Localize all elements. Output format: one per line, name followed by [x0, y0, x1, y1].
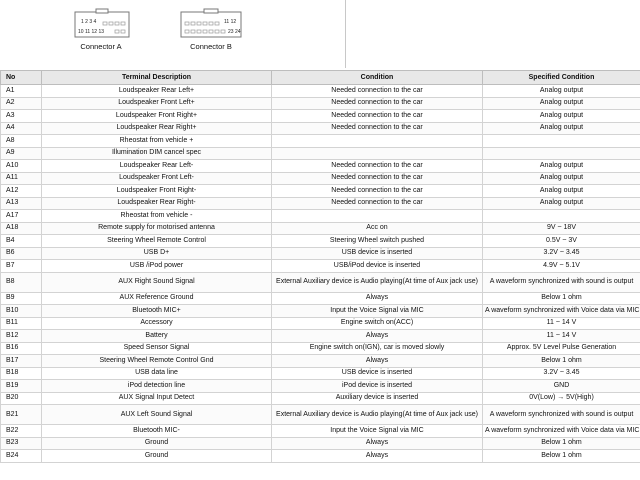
table-row — [1, 392, 640, 405]
cell-no: B12 — [1, 330, 42, 343]
cell-terminal-description: Loudspeaker Rear Left+ — [42, 85, 272, 98]
table-row — [1, 260, 640, 273]
table-header-row — [1, 71, 640, 85]
cell-no: B21 — [1, 405, 42, 425]
table-row — [1, 330, 640, 343]
table-row — [1, 122, 640, 135]
column-header-no: No — [1, 71, 42, 85]
cell-terminal-description: Speed Sensor Signal — [42, 342, 272, 355]
table-row — [1, 197, 640, 210]
cell-no: B4 — [1, 235, 42, 248]
cell-specified-condition — [483, 135, 640, 148]
cell-condition: Needed connection to the car — [272, 85, 483, 98]
cell-condition: Engine switch on(IGN), car is moved slowly — [272, 342, 483, 355]
cell-terminal-description: Battery — [42, 330, 272, 343]
connector-a-pins-top: 1 2 3 4 — [81, 19, 97, 25]
cell-condition: Needed connection to the car — [272, 110, 483, 123]
cell-specified-condition: Analog output — [483, 122, 640, 135]
cell-condition: USB device is inserted — [272, 367, 483, 380]
column-header-terminal-description: Terminal Description — [42, 71, 272, 85]
cell-specified-condition: A waveform synchronized with Voice data via MIC — [483, 425, 640, 438]
cell-no: B9 — [1, 292, 42, 305]
cell-no: A11 — [1, 172, 42, 185]
cell-condition: Needed connection to the car — [272, 97, 483, 110]
cell-condition: Always — [272, 292, 483, 305]
cell-terminal-description: AUX Signal Input Detect — [42, 392, 272, 405]
cell-no: A3 — [1, 110, 42, 123]
cell-specified-condition: Below 1 ohm — [483, 292, 640, 305]
table-row — [1, 342, 640, 355]
cell-terminal-description: Rheostat from vehicle - — [42, 210, 272, 223]
cell-terminal-description: AUX Left Sound Signal — [42, 405, 272, 425]
cell-no: A12 — [1, 185, 42, 198]
cell-condition: Always — [272, 355, 483, 368]
connector-a — [74, 8, 130, 51]
cell-terminal-description: Steering Wheel Remote Control Gnd — [42, 355, 272, 368]
table-row — [1, 367, 640, 380]
table-row — [1, 85, 640, 98]
cell-specified-condition: Analog output — [483, 185, 640, 198]
cell-no: B7 — [1, 260, 42, 273]
cell-condition: USB device is inserted — [272, 247, 483, 260]
cell-no: A18 — [1, 222, 42, 235]
cell-terminal-description: Bluetooth MIC- — [42, 425, 272, 438]
cell-condition: Steering Wheel switch pushed — [272, 235, 483, 248]
cell-terminal-description: AUX Reference Ground — [42, 292, 272, 305]
table-row — [1, 450, 640, 463]
cell-no: B16 — [1, 342, 42, 355]
connector-a-label: Connector A — [80, 42, 122, 51]
cell-no: B20 — [1, 392, 42, 405]
table-row — [1, 405, 640, 425]
cell-terminal-description: Rheostat from vehicle + — [42, 135, 272, 148]
cell-condition: Needed connection to the car — [272, 122, 483, 135]
cell-no: A4 — [1, 122, 42, 135]
cell-terminal-description: Loudspeaker Front Left- — [42, 172, 272, 185]
cell-specified-condition: Analog output — [483, 85, 640, 98]
connector-b-label: Connector B — [190, 42, 232, 51]
cell-specified-condition: Approx. 5V Level Pulse Generation — [483, 342, 640, 355]
cell-terminal-description: Steering Wheel Remote Control — [42, 235, 272, 248]
cell-specified-condition: Analog output — [483, 197, 640, 210]
cell-no: B24 — [1, 450, 42, 463]
connector-a-pins-bottom: 10 11 12 13 — [78, 29, 105, 35]
table-row — [1, 272, 640, 292]
connector-b-pins-bottom: 23 24 — [228, 29, 241, 35]
table-row — [1, 380, 640, 393]
cell-no: B6 — [1, 247, 42, 260]
connector-diagram-area — [0, 0, 346, 68]
cell-condition: Always — [272, 450, 483, 463]
cell-no: A9 — [1, 147, 42, 160]
cell-no: A13 — [1, 197, 42, 210]
cell-no: A1 — [1, 85, 42, 98]
cell-specified-condition: Below 1 ohm — [483, 450, 640, 463]
connector-a-drawing — [74, 8, 130, 38]
cell-terminal-description: USB D+ — [42, 247, 272, 260]
table-row — [1, 210, 640, 223]
cell-specified-condition — [483, 210, 640, 223]
cell-terminal-description: Loudspeaker Rear Right+ — [42, 122, 272, 135]
cell-terminal-description: USB data line — [42, 367, 272, 380]
cell-specified-condition: 4.9V ~ 5.1V — [483, 260, 640, 273]
column-header-condition: Condition — [272, 71, 483, 85]
cell-specified-condition: 11 ~ 14 V — [483, 330, 640, 343]
table-row — [1, 355, 640, 368]
cell-condition: Auxiliary device is inserted — [272, 392, 483, 405]
cell-condition: Input the Voice Signal via MIC — [272, 305, 483, 318]
cell-condition: External Auxiliary device is Audio playing(At time of Aux jack use) — [272, 405, 483, 425]
table-row — [1, 317, 640, 330]
cell-condition: Engine switch on(ACC) — [272, 317, 483, 330]
cell-condition: Always — [272, 437, 483, 450]
cell-specified-condition: Analog output — [483, 172, 640, 185]
cell-specified-condition: Below 1 ohm — [483, 437, 640, 450]
connector-b-drawing — [180, 8, 242, 38]
cell-terminal-description: Loudspeaker Front Left+ — [42, 97, 272, 110]
cell-condition — [272, 147, 483, 160]
table-row — [1, 185, 640, 198]
table-row — [1, 247, 640, 260]
cell-terminal-description: iPod detection line — [42, 380, 272, 393]
cell-no: B11 — [1, 317, 42, 330]
table-row — [1, 172, 640, 185]
cell-terminal-description: AUX Right Sound Signal — [42, 272, 272, 292]
cell-no: A17 — [1, 210, 42, 223]
table-row — [1, 110, 640, 123]
cell-condition: Needed connection to the car — [272, 160, 483, 173]
cell-specified-condition: 3.2V ~ 3.45 — [483, 367, 640, 380]
table-row — [1, 292, 640, 305]
cell-no: A8 — [1, 135, 42, 148]
cell-no: B17 — [1, 355, 42, 368]
cell-specified-condition: Analog output — [483, 97, 640, 110]
cell-condition: Acc on — [272, 222, 483, 235]
cell-no: B18 — [1, 367, 42, 380]
connector-b-pins-top: 11 12 — [224, 19, 237, 25]
cell-condition: External Auxiliary device is Audio playing(At time of Aux jack use) — [272, 272, 483, 292]
table-row — [1, 97, 640, 110]
table-row — [1, 425, 640, 438]
cell-no: B23 — [1, 437, 42, 450]
cell-no: A10 — [1, 160, 42, 173]
cell-terminal-description: USB /iPod power — [42, 260, 272, 273]
cell-condition: Input the Voice Signal via MIC — [272, 425, 483, 438]
cell-condition: Needed connection to the car — [272, 185, 483, 198]
cell-specified-condition: 11 ~ 14 V — [483, 317, 640, 330]
cell-specified-condition: Analog output — [483, 110, 640, 123]
cell-no: B10 — [1, 305, 42, 318]
cell-condition: iPod device is inserted — [272, 380, 483, 393]
table-row — [1, 135, 640, 148]
column-header-specified-condition: Specified Condition — [483, 71, 640, 85]
cell-terminal-description: Loudspeaker Front Right+ — [42, 110, 272, 123]
cell-specified-condition — [483, 147, 640, 160]
cell-terminal-description: Accessory — [42, 317, 272, 330]
cell-terminal-description: Ground — [42, 450, 272, 463]
cell-condition — [272, 135, 483, 148]
cell-condition: Needed connection to the car — [272, 172, 483, 185]
cell-terminal-description: Ground — [42, 437, 272, 450]
terminal-table — [0, 70, 640, 463]
connector-b — [180, 8, 242, 51]
cell-specified-condition: A waveform synchronized with Voice data via MIC — [483, 305, 640, 318]
cell-specified-condition: A waveform synchronized with sound is output — [483, 272, 640, 292]
cell-specified-condition: Analog output — [483, 160, 640, 173]
table-row — [1, 160, 640, 173]
cell-specified-condition: 9V ~ 18V — [483, 222, 640, 235]
table-row — [1, 437, 640, 450]
cell-specified-condition: Below 1 ohm — [483, 355, 640, 368]
cell-condition: USB/iPod device is inserted — [272, 260, 483, 273]
cell-no: B22 — [1, 425, 42, 438]
table-row — [1, 147, 640, 160]
table-body — [1, 85, 640, 463]
cell-specified-condition: 3.2V ~ 3.45 — [483, 247, 640, 260]
table-row — [1, 222, 640, 235]
cell-specified-condition: GND — [483, 380, 640, 393]
cell-terminal-description: Loudspeaker Front Right- — [42, 185, 272, 198]
cell-no: A2 — [1, 97, 42, 110]
cell-no: B8 — [1, 272, 42, 292]
cell-condition: Needed connection to the car — [272, 197, 483, 210]
cell-terminal-description: Bluetooth MIC+ — [42, 305, 272, 318]
cell-specified-condition: 0V(Low) → 5V(High) — [483, 392, 640, 405]
cell-terminal-description: Illumination DIM cancel spec — [42, 147, 272, 160]
cell-terminal-description: Loudspeaker Rear Left- — [42, 160, 272, 173]
cell-specified-condition: A waveform synchronized with sound is output — [483, 405, 640, 425]
cell-condition — [272, 210, 483, 223]
cell-terminal-description: Loudspeaker Rear Right- — [42, 197, 272, 210]
cell-no: B19 — [1, 380, 42, 393]
cell-specified-condition: 0.5V ~ 3V — [483, 235, 640, 248]
table-row — [1, 235, 640, 248]
cell-terminal-description: Remote supply for motorised antenna — [42, 222, 272, 235]
cell-condition: Always — [272, 330, 483, 343]
table-row — [1, 305, 640, 318]
